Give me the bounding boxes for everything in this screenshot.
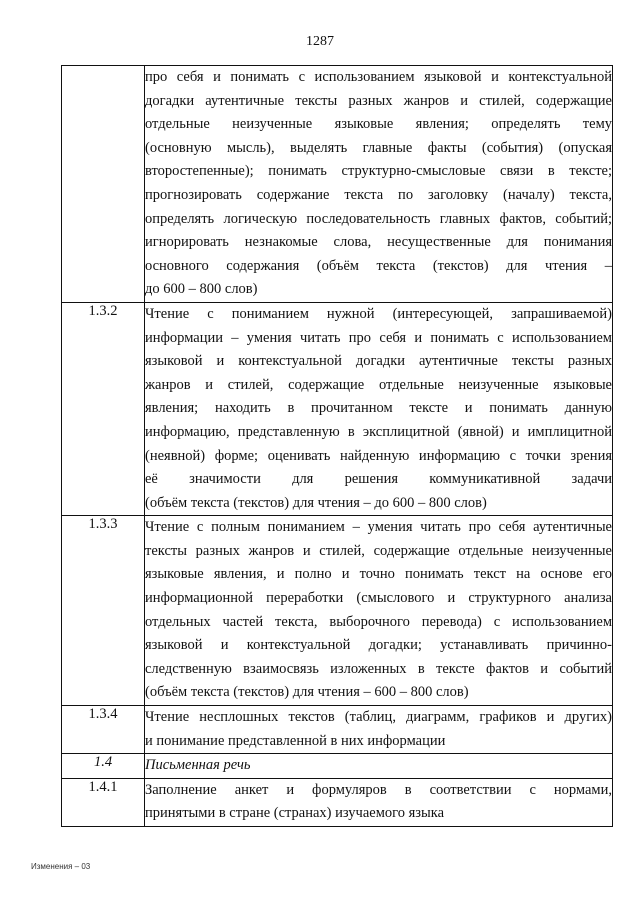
text-line: её значимости для решения коммуникативной задачи <box>145 471 612 488</box>
table-row <box>62 754 613 779</box>
text-line: (объём текста (текстов) для чтения – до 600 – 800 слов) <box>145 494 487 511</box>
text-line: про себя и понимать с использованием языковой и контекстуальной <box>145 69 612 85</box>
text-line: Заполнение анкет и формуляров в соответствии с нормами, <box>145 781 612 798</box>
text-line: Чтение с полным пониманием – умения читать про себя аутентичные <box>145 519 612 536</box>
text-line: информацию, представленную в эксплицитной (явной) и имплицитной <box>145 423 612 440</box>
text-line: отдельных частей текста, выборочного перевода) с использованием <box>145 613 612 630</box>
text-line: игнорировать незнакомые слова, несущественные для понимания <box>145 234 612 251</box>
text-line: явления; находить в прочитанном тексте и понимать данную <box>145 400 612 417</box>
text-line: жанров и стилей, содержащие отдельные неизученные языковые <box>145 376 612 393</box>
row-number-cell: 1.4.1 <box>62 778 145 826</box>
text-line: прогнозировать содержание текста по заголовку (началу) текста, <box>145 186 612 203</box>
text-line: Чтение с пониманием нужной (интересующей, запрашиваемой) <box>145 305 612 322</box>
row-text-cell <box>145 302 613 515</box>
row-text-cell <box>145 706 613 754</box>
text-line: языковой и контекстуальной догадки аутентичные тексты разных <box>145 353 612 370</box>
page-number: 1287 <box>306 34 334 49</box>
text-line: второстепенные); понимать структурно-смысловые связи в тексте; <box>145 163 612 180</box>
table-row <box>62 516 613 706</box>
row-number-cell <box>62 66 145 303</box>
text-line: определять логическую последовательность главных фактов, событий; <box>145 210 612 227</box>
text-line: информационной переработки (смыслового и структурного анализа <box>145 590 612 607</box>
table-row <box>62 706 613 754</box>
text-line: информации – умения читать про себя и понимать с использованием <box>145 329 612 346</box>
table-row <box>62 778 613 826</box>
text-line: (основную мысль), выделять главные факты (события) (опуская <box>145 139 612 156</box>
row-text-cell <box>145 516 613 706</box>
row-text-cell <box>145 778 613 826</box>
row-number-cell: 1.3.3 <box>62 516 145 706</box>
text-line: Письменная речь <box>145 757 251 774</box>
text-line: Чтение несплошных текстов (таблиц, диаграмм, графиков и других) <box>145 709 612 726</box>
text-line: следственную взаимосвязь изложенных в тексте фактов и событий <box>145 660 612 677</box>
text-line: языковой и контекстуальной догадки; устанавливать причинно- <box>145 637 612 654</box>
text-line: (неявной) форме; оценивать найденную информацию с точки зрения <box>145 447 612 464</box>
content-table <box>61 65 613 827</box>
row-text-cell <box>145 754 613 779</box>
text-line: принятыми в стране (странах) изучаемого языка <box>145 805 445 822</box>
text-line: тексты разных жанров и стилей, содержащие отдельные неизученные <box>145 542 612 559</box>
text-line: отдельные неизученные языковые явления; определять тему <box>145 116 612 133</box>
row-text-cell <box>145 66 613 303</box>
text-line: догадки аутентичные тексты разных жанров и стилей, содержащие <box>145 92 612 109</box>
text-line: и понимание представленной в них информации <box>145 732 446 749</box>
text-line: основного содержания (объём текста (текстов) для чтения – <box>145 257 612 274</box>
footer-revision-note: Изменения – 03 <box>31 862 91 871</box>
text-line: (объём текста (текстов) для чтения – 600 – 800 слов) <box>145 684 469 701</box>
row-number-cell: 1.3.2 <box>62 302 145 515</box>
row-number-cell: 1.4 <box>62 754 145 779</box>
row-number-cell: 1.3.4 <box>62 706 145 754</box>
text-line: до 600 – 800 слов) <box>145 281 258 298</box>
table-row <box>62 66 613 303</box>
table-row <box>62 302 613 515</box>
text-line: языковые явления, и полно и точно понимать текст на основе его <box>145 566 612 583</box>
